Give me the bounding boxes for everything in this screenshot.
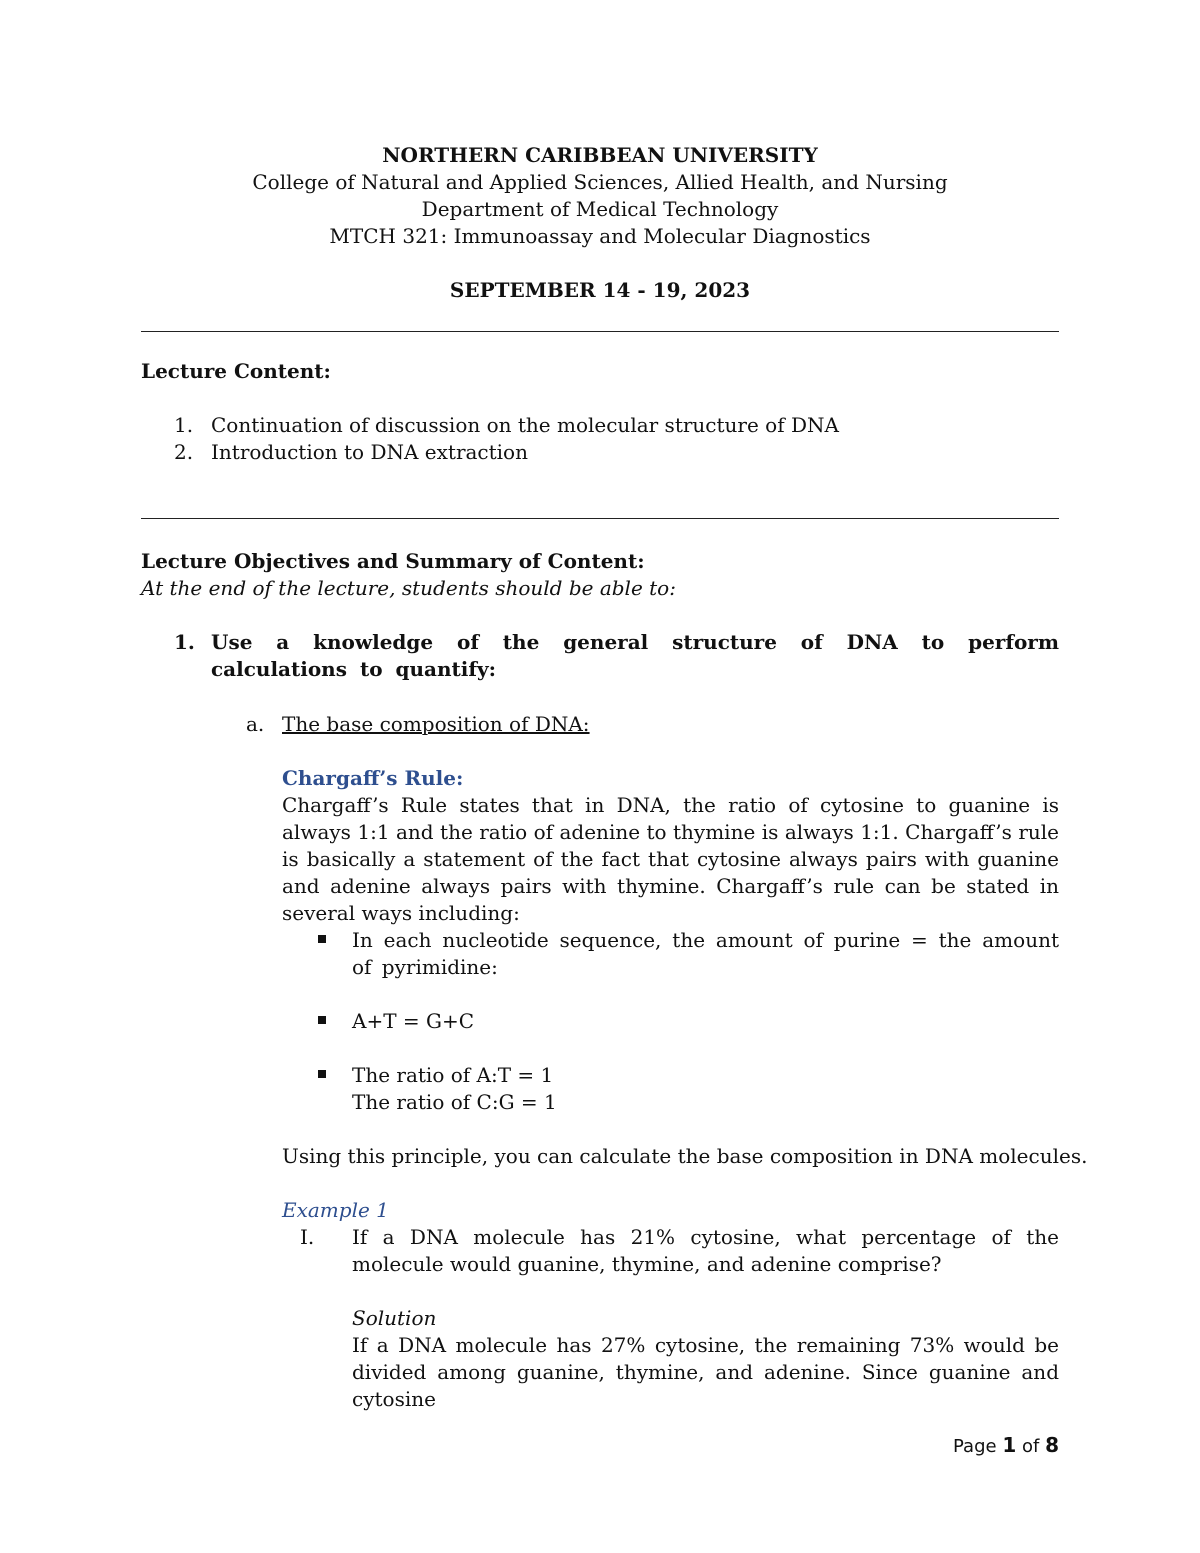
list-item: Continuation of discussion on the molecular structure of DNA (211, 413, 839, 437)
objectives-subheading: At the end of the lecture, students should be able to: (141, 576, 676, 600)
of-word: of (1021, 1436, 1040, 1457)
page-number (953, 1433, 1059, 1457)
divider-2 (141, 518, 1059, 519)
date-range: SEPTEMBER 14 - 19, 2023 (449, 278, 751, 302)
chargaff-rule-paragraph: Chargaff’s Rule states that in DNA, the ratio of cytosine to guanine is always 1:1 and the ratio of adenine to thymine is always 1:1. Chargaff’s rule is basically a statement of the fact that cytosine always pairs with guanine and adenine always pairs with thymine. Chargaff’s rule can be stated in several ways including: (282, 793, 1059, 925)
university-name: NORTHERN CARIBBEAN UNIVERSITY (382, 143, 818, 167)
list-item-number: 1. (174, 413, 194, 437)
total-pages: 8 (1045, 1433, 1059, 1457)
example-question: If a DNA molecule has 21% cytosine, what percentage of the molecule would guanine, thymine, and adenine comprise? (352, 1225, 1059, 1276)
bullet-item: In each nucleotide sequence, the amount of purine = the amount of pyrimidine: (352, 928, 1059, 979)
department-name: Department of Medical Technology (421, 197, 779, 221)
sub-item-text: The base composition of DNA: (282, 712, 590, 736)
example-title: Example 1 (282, 1198, 389, 1222)
bullet-icon (318, 1070, 326, 1078)
bullet-icon (318, 1016, 326, 1024)
lecture-content-heading: Lecture Content: (141, 359, 331, 383)
list-item-number: 2. (174, 440, 194, 464)
bullet-item: The ratio of A:T = 1 (352, 1063, 554, 1087)
current-page: 1 (1002, 1433, 1017, 1457)
college-name: College of Natural and Applied Sciences, Allied Health, and Nursing (252, 170, 948, 194)
course-title: MTCH 321: Immunoassay and Molecular Diagnostics (329, 224, 871, 248)
solution-title: Solution (352, 1306, 437, 1330)
bullet-item: A+T = G+C (352, 1009, 475, 1033)
objective-number: 1. (174, 630, 195, 654)
chargaff-rule-title: Chargaff’s Rule: (282, 766, 464, 790)
divider-1 (141, 331, 1059, 332)
sub-item-label: a. (246, 712, 265, 736)
page-word: Page (953, 1436, 997, 1457)
principle-text: Using this principle, you can calculate the base composition in DNA molecules. (282, 1144, 1088, 1168)
objective-text: Use a knowledge of the general structure of DNA to perform calculations to quantify: (211, 630, 1059, 681)
bullet-icon (318, 935, 326, 943)
bullet-item-continued: The ratio of C:G = 1 (352, 1090, 557, 1114)
solution-text: If a DNA molecule has 27% cytosine, the remaining 73% would be divided among guanine, thymine, and adenine. Since guanine and cytosine (352, 1333, 1059, 1411)
objectives-heading: Lecture Objectives and Summary of Content: (141, 549, 645, 573)
list-item: Introduction to DNA extraction (211, 440, 528, 464)
example-number: I. (300, 1225, 315, 1249)
